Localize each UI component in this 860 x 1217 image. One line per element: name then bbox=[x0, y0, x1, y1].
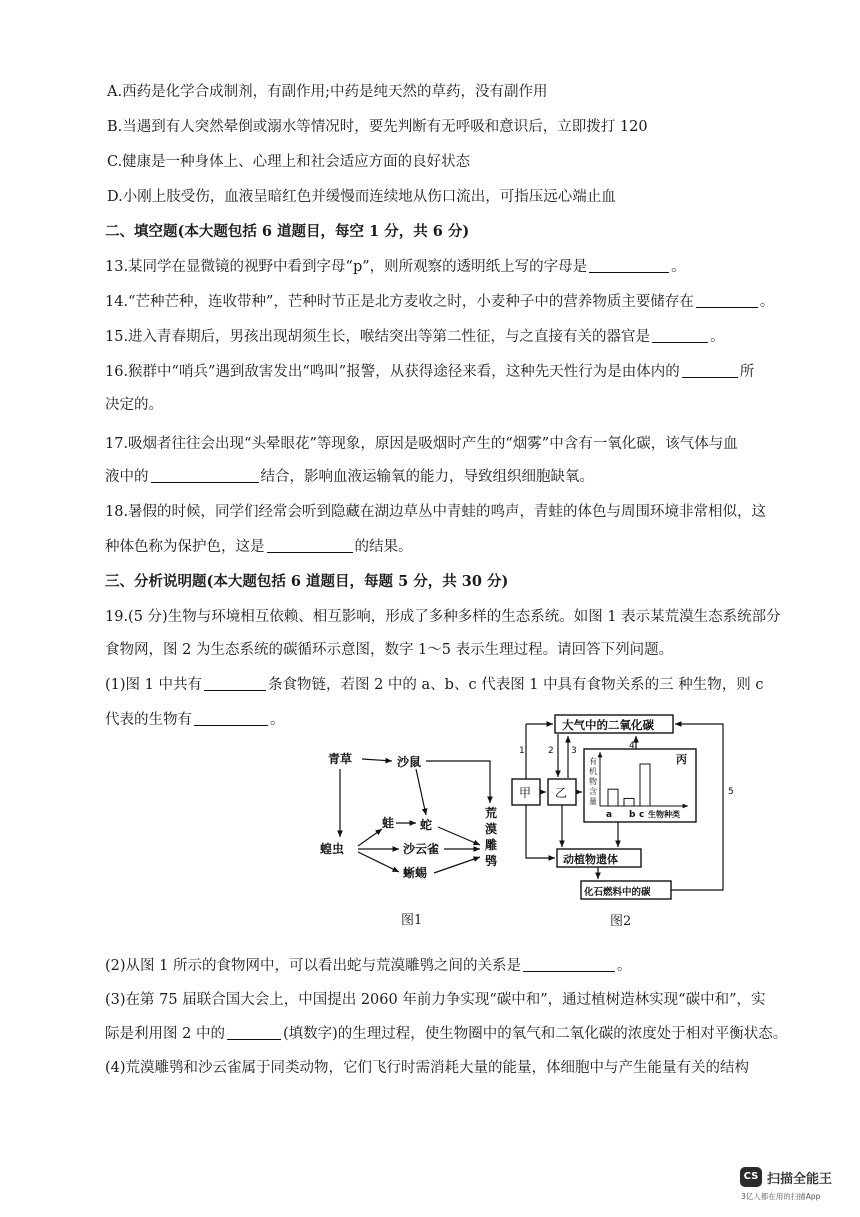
label-yi: 乙 bbox=[555, 786, 568, 800]
node-owl-1: 荒 bbox=[485, 806, 498, 820]
arrow-jia-remains bbox=[526, 805, 555, 858]
option-c: C.健康是一种身体上、心理上和社会适应方面的良好状态 bbox=[107, 154, 471, 170]
question-18-line1: 18.暑假的时候，同学们经常会听到隐藏在湖边草丛中青蛙的鸣声，青蛙的体色与周围环境非常相似，这 bbox=[105, 504, 767, 520]
node-lizard: 蜥蜴 bbox=[403, 866, 428, 880]
q17-blank[interactable] bbox=[151, 468, 259, 483]
num-5: 5 bbox=[728, 787, 734, 797]
question-15 bbox=[105, 327, 725, 347]
label-jia: 甲 bbox=[519, 786, 532, 800]
label-remains: 动植物遗体 bbox=[563, 853, 618, 866]
question-18-line2 bbox=[105, 537, 413, 557]
figure-2-carbon-cycle bbox=[508, 712, 743, 902]
bar-c bbox=[640, 764, 650, 806]
q19-part3-line2 bbox=[105, 1024, 787, 1044]
ylabel-char-3: 物 bbox=[589, 777, 597, 786]
num-3: 3 bbox=[571, 746, 577, 756]
q15-end: 。 bbox=[710, 329, 725, 345]
ylabel-char-5: 量 bbox=[589, 797, 597, 806]
arrow-snake-owl bbox=[438, 827, 480, 845]
q19p1-blank1[interactable] bbox=[204, 676, 266, 691]
bar-label-a: a bbox=[606, 810, 613, 820]
q19p3-pre: 际是利用图 2 中的 bbox=[105, 1026, 225, 1042]
num-2: 2 bbox=[548, 746, 554, 756]
node-owl-4: 鸮 bbox=[485, 854, 498, 868]
node-owl-2: 漠 bbox=[485, 822, 498, 836]
label-fossil: 化石燃料中的碳 bbox=[584, 887, 651, 898]
carbon-cycle-diagram bbox=[508, 712, 743, 902]
num-4: 4 bbox=[629, 741, 635, 751]
question-17-line1: 17.吸烟者往往会出现“头晕眼花”等现象，原因是吸烟时产生的“烟雾”中含有一氧化碳，该气体与血 bbox=[105, 436, 738, 452]
food-web-diagram bbox=[320, 745, 510, 900]
scanner-app-name: 扫描全能王 bbox=[767, 1172, 833, 1187]
q16-end: 所 bbox=[739, 364, 755, 380]
question-14 bbox=[105, 292, 774, 312]
q17-post: 结合，影响血液运输氧的能力，导致组织细胞缺氧。 bbox=[260, 469, 594, 485]
q15-text: 15.进入青春期后，男孩出现胡须生长，喉结突出等第二性征，与之直接有关的器官是 bbox=[105, 329, 651, 345]
question-19-line2: 食物网，图 2 为生态系统的碳循环示意图，数字 1～5 表示生理过程。请回答下列问题。 bbox=[105, 642, 674, 658]
q13-blank[interactable] bbox=[589, 258, 669, 273]
arrow-gerbil-snake bbox=[416, 769, 426, 815]
q17-pre: 液中的 bbox=[105, 469, 149, 485]
option-a: A.西药是化学合成制剂，有副作用;中药是纯天然的草药，没有副作用 bbox=[107, 84, 548, 100]
label-bing: 丙 bbox=[676, 753, 687, 766]
node-owl-3: 雕 bbox=[485, 838, 498, 852]
q19p1-l2-post: 。 bbox=[270, 712, 285, 728]
bar-a bbox=[608, 789, 618, 806]
scanner-logo-icon: CS bbox=[740, 1167, 762, 1187]
arrow-gerbil-owl bbox=[426, 761, 490, 803]
node-frog: 蛙 bbox=[382, 816, 395, 830]
q19-part3-line1: (3)在第 75 届联合国大会上，中国提出 2060 年前力争实现“碳中和”，通过植树造林实现“碳中和”，实 bbox=[105, 992, 766, 1008]
q16-blank[interactable] bbox=[682, 363, 738, 378]
question-19-line1: 19.(5 分)生物与环境相互依赖、相互影响，形成了多种多样的生态系统。如图 1 表示某荒漠生态系统部分 bbox=[105, 609, 781, 625]
ylabel-char-2: 机 bbox=[589, 767, 597, 776]
ylabel-char-4: 含 bbox=[589, 787, 597, 796]
bing-bars bbox=[608, 764, 650, 806]
node-gerbil: 沙鼠 bbox=[397, 755, 422, 769]
option-d: D.小刚上肢受伤，血液呈暗红色并缓慢而连续地从伤口流出，可指压远心端止血 bbox=[107, 189, 616, 205]
node-lark: 沙云雀 bbox=[403, 842, 440, 856]
section2-heading: 二、填空题(本大题包括 6 道题目，每空 1 分，共 6 分) bbox=[105, 223, 470, 240]
q19p3-blank[interactable] bbox=[227, 1025, 281, 1040]
q16-text: 16.猴群中“哨兵”遇到敌害发出“鸣叫”报警，从获得途径来看，这种先天性行为是由体内的 bbox=[105, 364, 680, 380]
q13-end: 。 bbox=[671, 259, 686, 275]
label-atmosphere: 大气中的二氧化碳 bbox=[562, 718, 654, 732]
q19p2-post: 。 bbox=[616, 958, 632, 974]
bar-b bbox=[624, 798, 634, 806]
q19p2-blank[interactable] bbox=[523, 957, 615, 972]
node-snake: 蛇 bbox=[420, 818, 433, 832]
node-grass: 青草 bbox=[328, 752, 353, 766]
question-16 bbox=[105, 362, 754, 382]
q15-blank[interactable] bbox=[652, 328, 708, 343]
question-16-line2: 决定的。 bbox=[105, 397, 163, 413]
option-b: B.当遇到有人突然晕倒或溺水等情况时，要先判断有无呼吸和意识后，立即拨打 120 bbox=[107, 119, 648, 135]
arrow-locust-frog bbox=[358, 829, 382, 846]
figure-1-food-web bbox=[320, 745, 510, 900]
q18-pre: 种体色称为保护色，这是 bbox=[105, 539, 265, 555]
q19p1-mid: 条食物链，若图 2 中的 a、b、c 代表图 1 中具有食物关系的三 种生物，则 c bbox=[267, 677, 764, 693]
num-1: 1 bbox=[519, 746, 525, 756]
node-locust: 蝗虫 bbox=[320, 842, 345, 856]
q19p2-pre: (2)从图 1 所示的食物网中，可以看出蛇与荒漠雕鸮之间的关系是 bbox=[105, 958, 521, 974]
q14-blank[interactable] bbox=[696, 293, 758, 308]
scanner-watermark bbox=[740, 1163, 850, 1207]
question-13 bbox=[105, 257, 686, 277]
q18-post: 的结果。 bbox=[354, 539, 413, 555]
q13-text: 13.某同学在显微镜的视野中看到字母“p”，则所观察的透明纸上写的字母是 bbox=[105, 259, 588, 275]
ylabel-char-1: 有 bbox=[589, 757, 597, 766]
section3-heading: 三、分析说明题(本大题包括 6 道题目，每题 5 分，共 30 分) bbox=[105, 573, 509, 590]
arrow-locust-lizard bbox=[358, 852, 399, 872]
q14-end: 。 bbox=[759, 294, 775, 310]
figure-1-caption: 图1 bbox=[401, 913, 423, 928]
bar-label-c: c bbox=[639, 810, 645, 820]
q19-part1 bbox=[105, 675, 763, 695]
q19p1-pre: (1)图 1 中共有 bbox=[105, 677, 202, 693]
bing-ylabel bbox=[589, 756, 597, 806]
arrow-grass-gerbil bbox=[362, 759, 392, 761]
q19-part4: (4)荒漠雕鸮和沙云雀属于同类动物，它们飞行时需消耗大量的能量，体细胞中与产生能量有关的结构 bbox=[105, 1060, 750, 1076]
q19-part2 bbox=[105, 956, 631, 976]
q14-text: 14.“芒种芒种，连收带种”，芒种时节正是北方麦收之时，小麦种子中的营养物质主要储存在 bbox=[105, 294, 694, 310]
q19p1-l2-pre: 代表的生物有 bbox=[105, 712, 192, 728]
scanner-tagline: 3亿人都在用的扫描App bbox=[741, 1192, 821, 1201]
bing-xlabel: 生物种类 bbox=[648, 810, 680, 819]
figure-2-caption: 图2 bbox=[610, 914, 632, 929]
q19p3-post: (填数字)的生理过程，使生物圈中的氧气和二氧化碳的浓度处于相对平衡状态。 bbox=[282, 1026, 788, 1042]
question-17-line2 bbox=[105, 467, 594, 487]
bar-label-b: b bbox=[629, 810, 636, 820]
arrow-lizard-owl bbox=[434, 857, 480, 873]
q19-part1-line2 bbox=[105, 710, 285, 730]
q18-blank[interactable] bbox=[267, 538, 353, 553]
q19p1-blank2[interactable] bbox=[194, 711, 268, 726]
